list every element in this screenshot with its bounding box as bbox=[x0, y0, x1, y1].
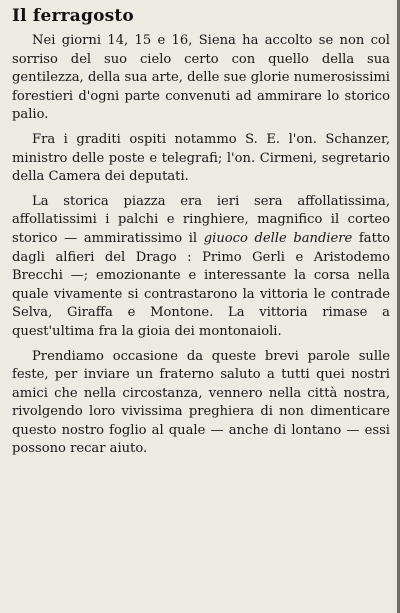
article-paragraph-3 bbox=[12, 193, 390, 342]
paragraph-3-text-before: La storica piazza era ieri sera affollatissima, affollatissimi i palchi e ringhiere, magnifico il corteo storico — ammiratissimo il bbox=[12, 193, 390, 246]
article-headline: Il ferragosto bbox=[12, 6, 134, 26]
article-paragraph-4: Prendiamo occasione da queste brevi parole sulle feste, per inviare un fraterno saluto a tutti quei nostri amici che nella circostanza, vennero nella città nostra, rivolgendo loro vivissima preghiera di non dimenticare questo nostro foglio al quale — anche di lontano — essi possono recar aiuto. bbox=[12, 348, 390, 457]
article-paragraph-2: Fra i graditi ospiti notammo S. E. l'on. Schanzer, ministro delle poste e telegrafi; l'on. Cirmeni, segretario della Camera dei deputati. bbox=[12, 131, 390, 185]
article-paragraph-1: Nei giorni 14, 15 e 16, Siena ha accolto se non col sorriso del suo cielo certo con quello della sua gentilezza, della sua arte, delle sue glorie numerosissimi forestieri d'ogni parte convenuti ad ammirare lo storico palio. bbox=[12, 33, 390, 123]
article-body bbox=[12, 32, 390, 459]
italic-phrase-giuoco: giuoco delle bandiere bbox=[203, 230, 353, 246]
paragraph-3-text-after: fatto dagli alfieri del Drago : Primo Gerli e Aristodemo Brecchi —; emozionante e interessante la corsa nella quale vivamente si contrastarono la vittoria le contrade Selva, Giraffa e Montone. La vittoria rimase a quest'ultima fra la gioia dei montonaioli. bbox=[12, 230, 390, 339]
